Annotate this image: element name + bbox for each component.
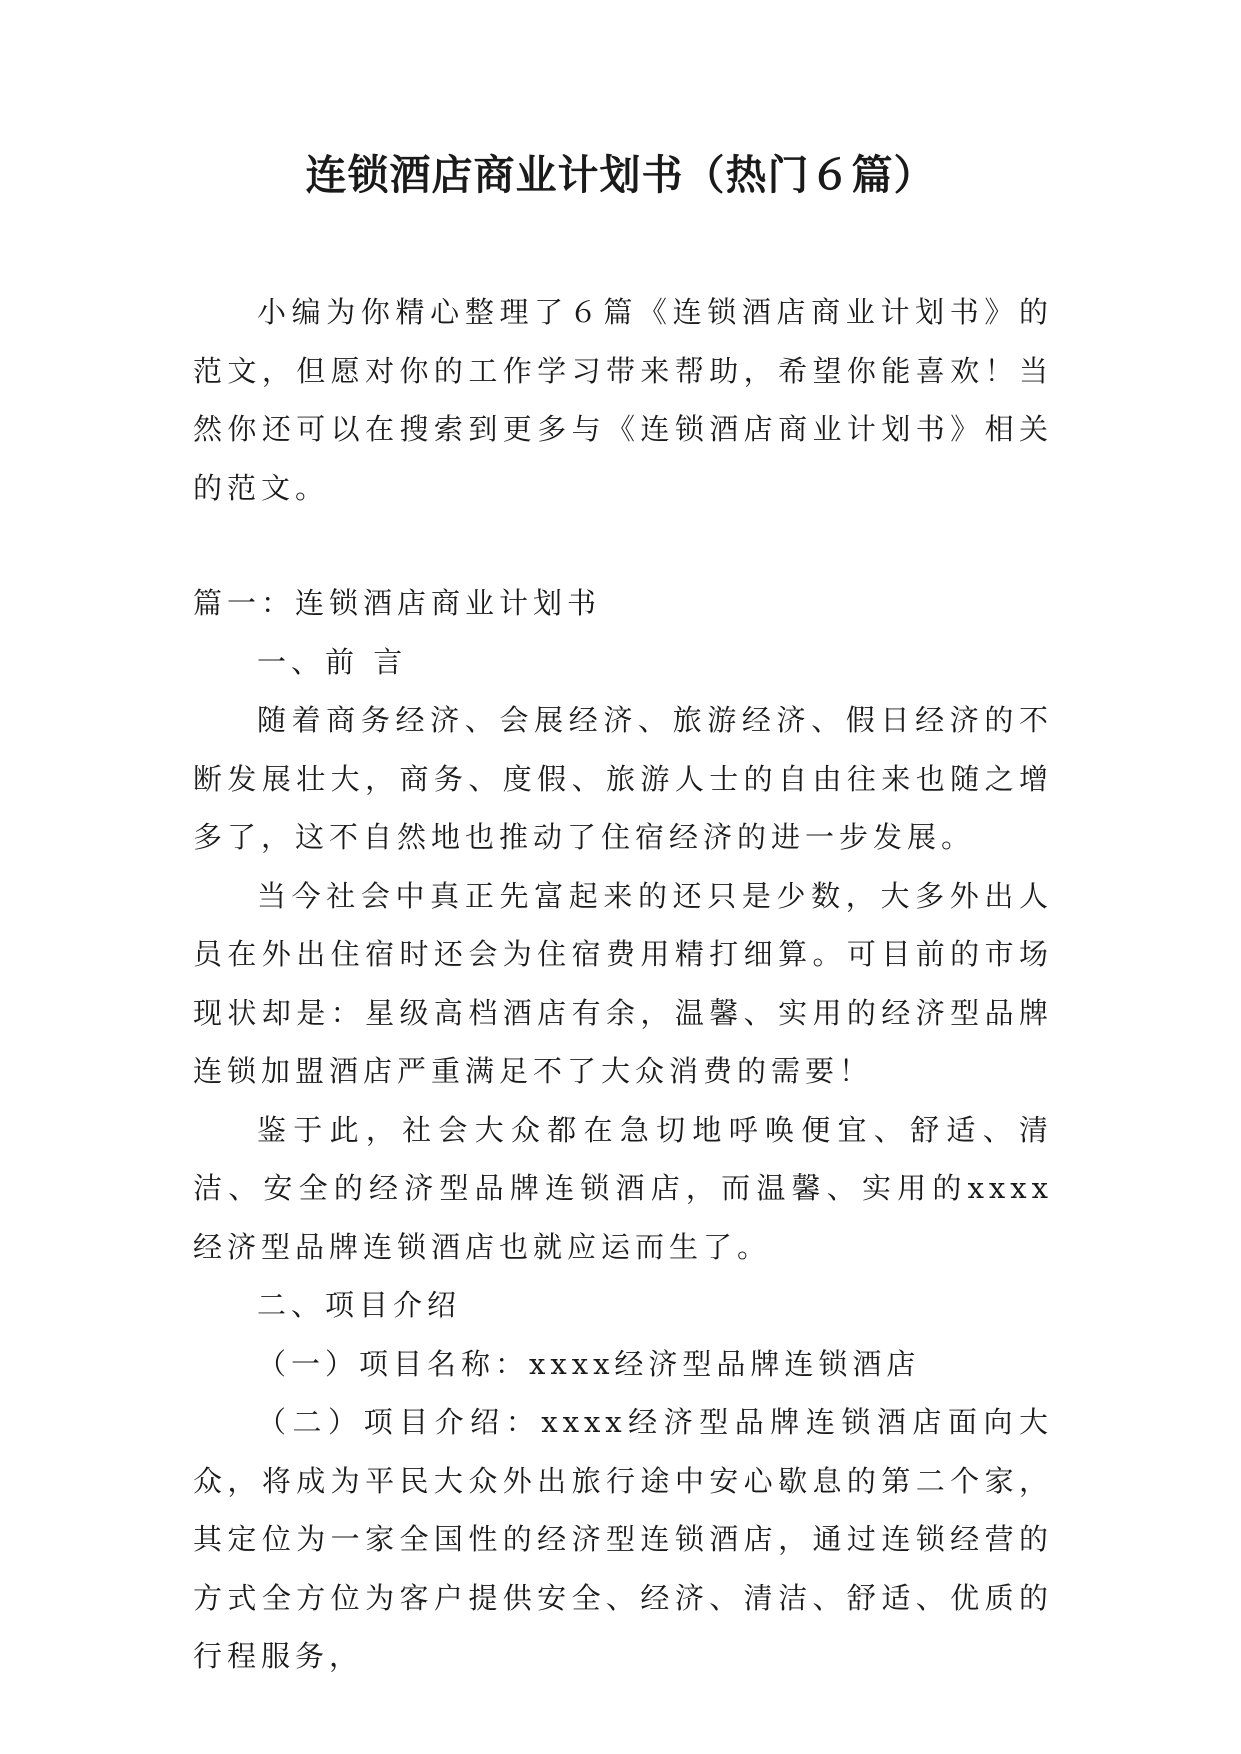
section-heading-preface: 一、前 言 — [257, 644, 408, 679]
section-heading-project: 二、项目介绍 — [257, 1288, 462, 1322]
paragraph: 随着商务经济、会展经济、旅游经济、假日经济的不断发展壮大，商务、度假、旅游人士的自由往来也随之增多了，这不自然地也推动了住宿经济的进一步发展。 — [193, 703, 1053, 854]
document-body — [193, 283, 1053, 1686]
list-item-project-intro: （二）项目介绍：xxxx经济型品牌连锁酒店面向大众，将成为平民大众外出旅行途中安心歇息的第二个家，其定位为一家全国性的经济型连锁酒店，通过连锁经营的方式全方位为客户提供安全、经济、清洁、舒适、优质的行程服务， — [193, 1405, 1053, 1673]
chapter-heading: 篇一：连锁酒店商业计划书 — [193, 586, 602, 620]
list-item-project-name: （一）项目名称：xxxx经济型品牌连锁酒店 — [257, 1346, 921, 1381]
paragraph: 当今社会中真正先富起来的还只是少数，大多外出人员在外出住宿时还会为住宿费用精打细算。可目前的市场现状却是：星级高档酒店有余，温馨、实用的经济型品牌连锁加盟酒店严重满足不了大众消费的需要！ — [193, 878, 1053, 1088]
document-title: 连锁酒店商业计划书（热门６篇） — [305, 151, 936, 199]
intro-paragraph: 小编为你精心整理了６篇《连锁酒店商业计划书》的范文，但愿对你的工作学习带来帮助，希望你能喜欢！当然你还可以在搜索到更多与《连锁酒店商业计划书》相关的范文。 — [193, 295, 1053, 505]
paragraph: 鉴于此，社会大众都在急切地呼唤便宜、舒适、清洁、安全的经济型品牌连锁酒店，而温馨、实用的xxxx经济型品牌连锁酒店也就应运而生了。 — [193, 1112, 1053, 1264]
